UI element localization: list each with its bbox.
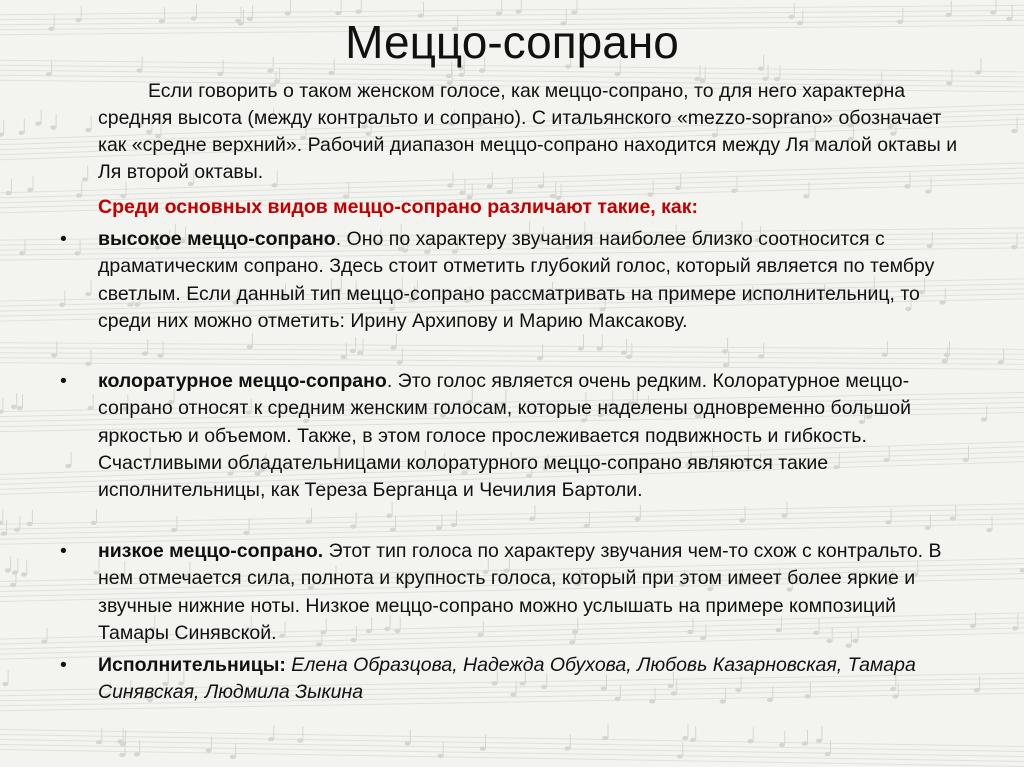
term-high-mezzo: высокое меццо-сопрано	[98, 228, 336, 250]
desc-coloratura-mezzo: . Это голос является очень редким. Колоратурное меццо-сопрано относят к средним женским голосам, которые наделены одновременно большой яркостью и объемом. Также, в этом голосе прослеживается подвижность и гибкость. Счастливыми обладательницами колоратурного меццо-сопрано являются такие исполнительницы, как Тереза Берганца и Чечилия Бартоли.	[98, 370, 912, 502]
term-coloratura-mezzo: колоратурное меццо-сопрано	[98, 370, 387, 392]
desc-low-mezzo: Этот тип голоса по характеру звучания чем-то схож с контральто. В нем отмечается сила, полнота и крупность голоса, который при этом имеет более яркие и звучные нижние ноты. Низкое меццо-сопрано можно услышать на примере композиций Тамары Синявской.	[98, 540, 942, 644]
term-performers: Исполнительницы:	[98, 654, 286, 676]
list-item-high-mezzo	[60, 226, 958, 335]
bullet-icon: •	[60, 654, 67, 676]
bullet-icon: •	[60, 370, 67, 392]
list-item-low-mezzo	[60, 538, 958, 647]
desc-high-mezzo: . Оно по характеру звучания наиболее близко соотносится с драматическим сопрано. Здесь стоит отметить глубокий голос, который является по тембру светлым. Если данный тип меццо-сопрано рассматривать на примере исполнительниц, то среди них можно отметить: Ирину Архипову и Марию Максакову.	[98, 228, 935, 332]
list-item-coloratura-mezzo	[60, 368, 958, 504]
bullet-icon: •	[60, 540, 67, 562]
performers-names: Елена Образцова, Надежда Обухова, Любовь Казарновская, Тамара Синявская, Людмила Зыкина	[98, 654, 916, 704]
list-item-performers	[60, 652, 958, 707]
bullet-icon: •	[60, 228, 67, 250]
intro-paragraph: Если говорить о таком женском голосе, как меццо-сопрано, то для него характерна средняя высота (между контральто и сопрано). С итальянского «mezzo-soprano» обозначает как «средне верхний». Рабочий диапазон меццо-сопрано находится между Ля малой октавы и Ля второй октавы.	[98, 80, 958, 183]
types-subheading: Среди основных видов меццо-сопрано различают такие, как:	[98, 196, 698, 218]
page-title: Меццо-сопрано	[345, 16, 679, 68]
term-low-mezzo: низкое меццо-сопрано.	[98, 540, 324, 562]
